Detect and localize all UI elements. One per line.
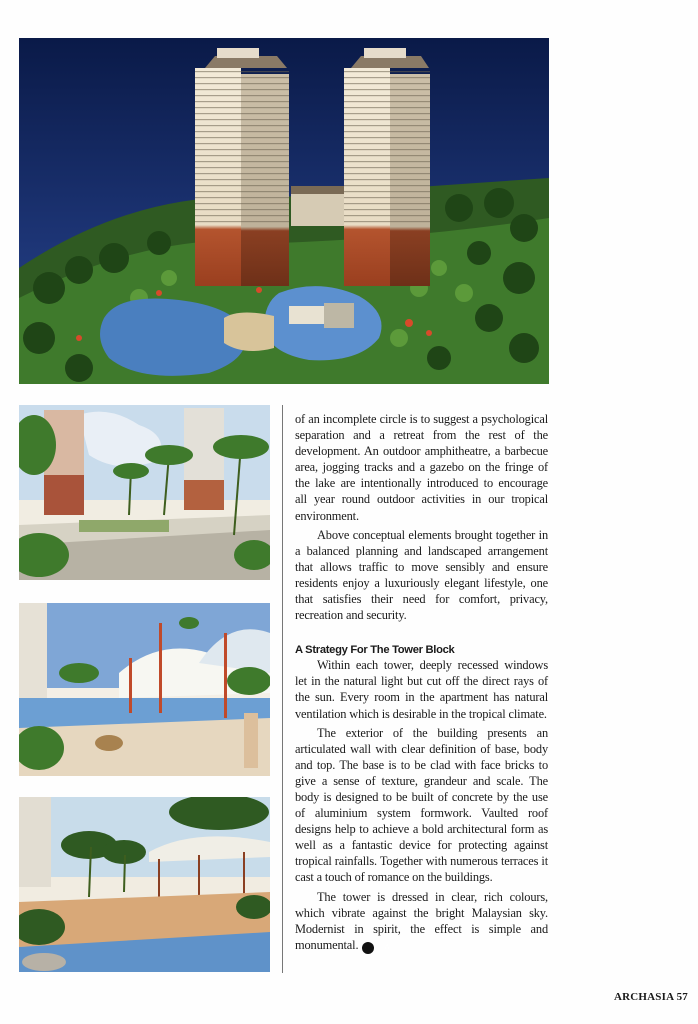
- end-of-article-icon: A: [362, 942, 374, 954]
- body-paragraph: The exterior of the building presents an articulated wall with clear definition of base, body and top. The base is to be clad with face bricks to give a sense of texture, grandeur and scale. The body is designed to be built of concrete by the use of aluminium system formwork. Vaulted roof designs help to achieve a bold architectural form as well as a fantastic device for protecting against tropical rainfalls. Together with numerous terraces it cast a touch of romance on the buildings.: [295, 725, 548, 885]
- hero-photo-tower-model: [19, 38, 549, 384]
- page-footer: ARCHASIA 57: [613, 991, 688, 1003]
- section-heading: A Strategy For The Tower Block: [295, 644, 455, 657]
- sketch-pool-deck: [19, 603, 270, 776]
- article-body: [295, 411, 548, 957]
- body-paragraph-final: [295, 889, 548, 954]
- body-paragraph-text: The tower is dressed in clear, rich colours, which vibrate against the bright Malaysian sky. Modernist in spirit, the effect is simple and monumental.: [295, 889, 548, 952]
- sketch-street-view: [19, 405, 270, 580]
- column-divider: [282, 405, 283, 973]
- body-paragraph: Within each tower, deeply recessed windows let in the natural light but cut off the direct rays of the sun. Every room in the apartment has natural ventilation which is desirable in the tropical climate.: [295, 658, 548, 721]
- body-paragraph: of an incomplete circle is to suggest a psychological separation and a retreat from the rest of the development. An outdoor amphitheatre, a barbecue area, jogging tracks and a gazebo on the fringe of the lake are intentionally introduced to encourage all year round outdoor activities in our tropical environment.: [295, 412, 548, 523]
- sketch-lake-gazebo: [19, 797, 270, 972]
- body-paragraph: Above conceptual elements brought together in a balanced planning and landscaped arrangement that allows traffic to move sensibly and ensure residents enjoy a luxuriously elegant lifestyle, one that satisfies their need for comfort, privacy, recreation and security.: [295, 527, 548, 623]
